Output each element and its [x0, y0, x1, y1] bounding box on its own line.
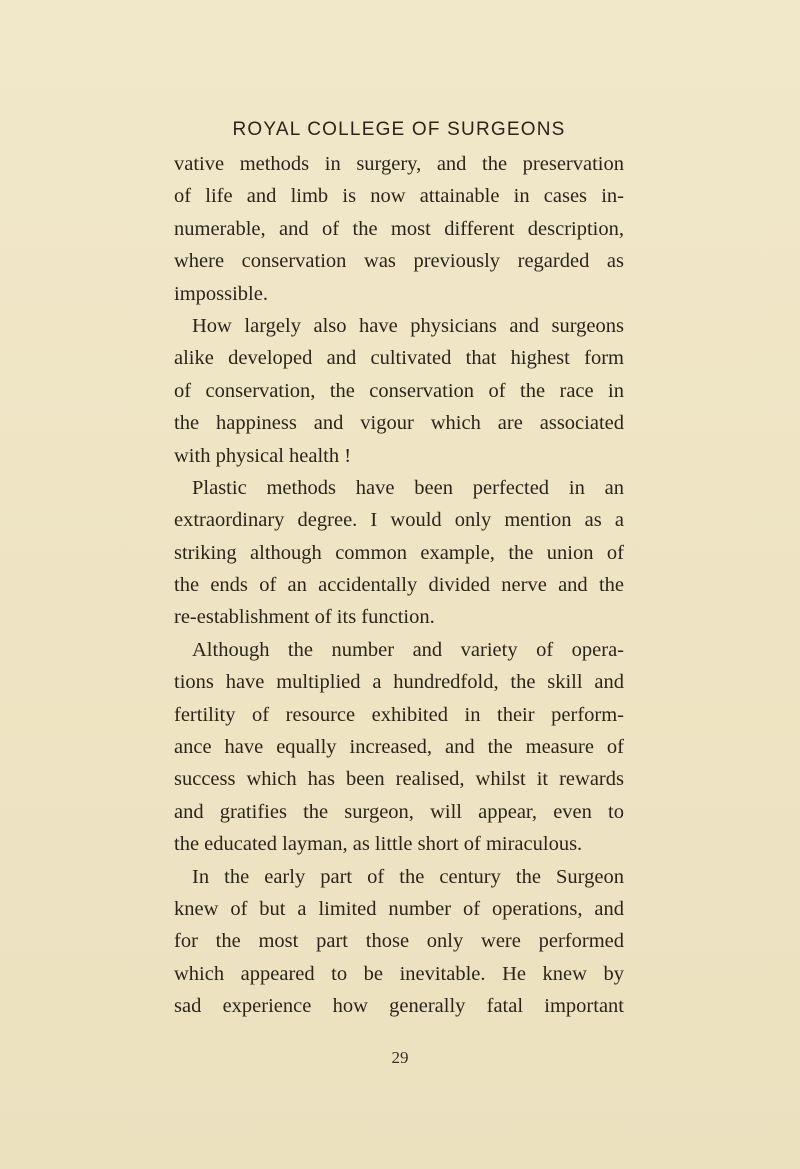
text-line: impossible. — [174, 282, 268, 305]
text-line: the happiness and vigour which are associated — [174, 412, 624, 435]
text-line: with physical health ! — [174, 444, 352, 467]
text-line: knew of but a limited number of operations, and — [174, 897, 624, 920]
text-line: alike developed and cultivated that highest form — [174, 347, 624, 370]
text-line: vative methods in surgery, and the preservation — [174, 153, 624, 175]
text-line: numerable, and of the most different description, — [174, 217, 624, 240]
text-line: which appeared to be inevitable. He knew by — [174, 962, 624, 985]
text-line: tions have multiplied a hundredfold, the skill and — [174, 671, 624, 694]
text-line: Plastic methods have been perfected in an — [192, 476, 624, 499]
text-line: sad experience how generally fatal important — [174, 995, 624, 1018]
body-text — [174, 148, 624, 1023]
page-number: 29 — [391, 1048, 409, 1067]
text-line: where conservation was previously regarded as — [174, 250, 624, 273]
text-line: success which has been realised, whilst it rewards — [174, 768, 624, 791]
text-line: the educated layman, as little short of miraculous. — [174, 833, 583, 856]
text-line: striking although common example, the union of — [174, 541, 624, 564]
text-line: the ends of an accidentally divided nerve and the — [174, 574, 624, 597]
text-line: ance have equally increased, and the measure of — [174, 736, 624, 759]
text-line: of life and limb is now attainable in cases in- — [174, 185, 624, 208]
text-line: Although the number and variety of opera- — [192, 638, 624, 661]
text-line: How largely also have physicians and surgeons — [192, 314, 624, 337]
text-line: re-establishment of its function. — [174, 606, 435, 629]
text-line: fertility of resource exhibited in their perform- — [174, 703, 624, 726]
text-line: and gratifies the surgeon, will appear, even to — [174, 800, 624, 823]
text-line: for the most part those only were performed — [174, 930, 624, 953]
text-line: extraordinary degree. I would only mention as a — [174, 509, 624, 532]
text-line: In the early part of the century the Surgeon — [192, 865, 624, 888]
text-line: of conservation, the conservation of the race in — [174, 379, 624, 402]
running-head: ROYAL COLLEGE OF SURGEONS — [232, 119, 566, 140]
